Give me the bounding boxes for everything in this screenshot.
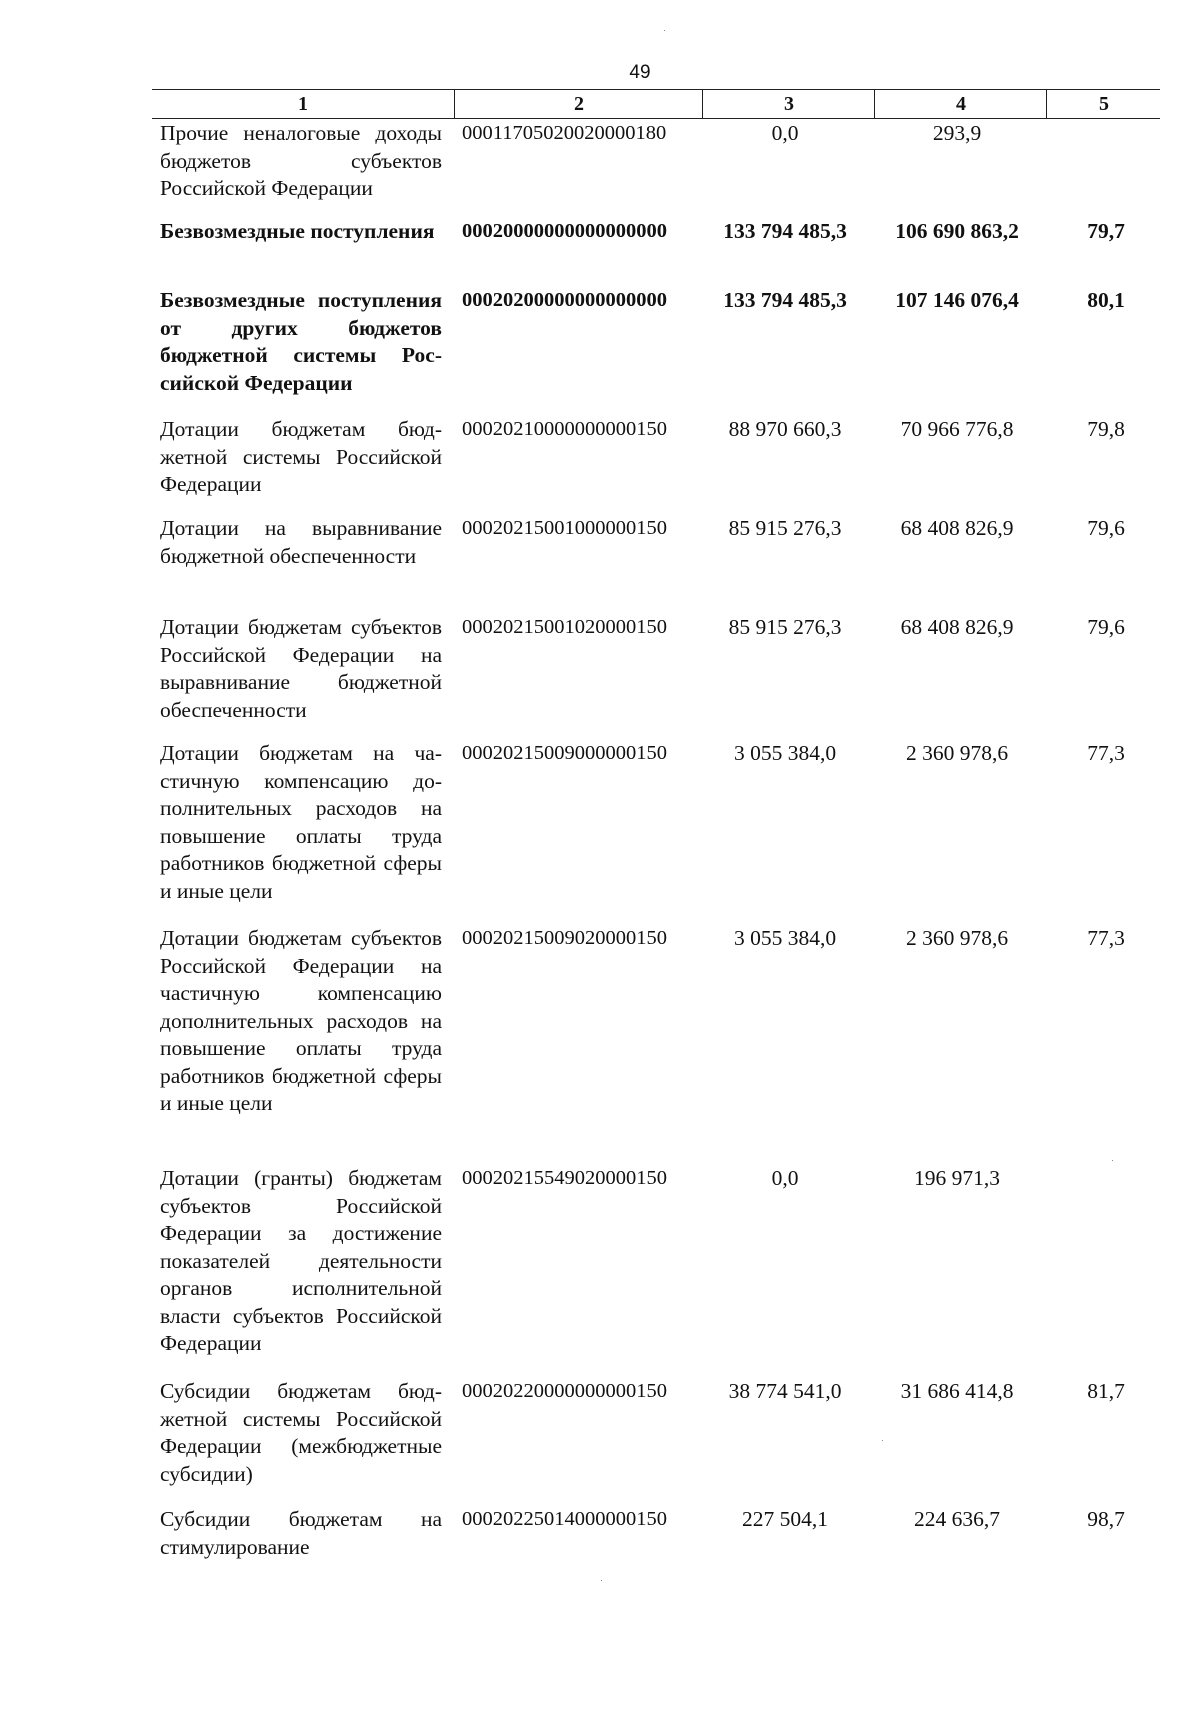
row-value-col5: 79,8 — [1087, 417, 1125, 441]
row-name: Дотации бюджетам бюджетной системы Российской Федерации — [160, 417, 442, 496]
table-header — [152, 89, 1160, 119]
scan-speck — [601, 1580, 602, 1581]
row-value-col4: 68 408 826,9 — [900, 516, 1014, 540]
header-col-4: 4 — [874, 90, 1047, 118]
row-value-col5: 81,7 — [1087, 1379, 1125, 1403]
row-value-col4: 224 636,7 — [914, 1507, 1000, 1531]
row-value-col5: 80,1 — [1087, 288, 1125, 312]
row-value-col4: 293,9 — [932, 121, 982, 145]
row-code: 00020220000000000150 — [462, 1380, 667, 1402]
row-value-col3: 133 794 485,3 — [723, 288, 847, 312]
row-value-col4: 31 686 414,8 — [900, 1379, 1014, 1403]
row-value-col3: 88 970 660,3 — [728, 417, 842, 441]
row-code: 00020210000000000150 — [462, 418, 667, 440]
row-value-col3: 85 915 276,3 — [728, 516, 842, 540]
scan-speck — [664, 30, 665, 31]
scan-speck — [882, 1440, 883, 1441]
row-code: 00020000000000000000 — [462, 220, 667, 242]
row-value-col3: 0,0 — [771, 121, 799, 145]
row-value-col3: 3 055 384,0 — [733, 926, 837, 950]
row-value-col3: 0,0 — [771, 1166, 799, 1190]
row-value-col4: 68 408 826,9 — [900, 615, 1014, 639]
row-value-col3: 3 055 384,0 — [733, 741, 837, 765]
row-value-col4: 2 360 978,6 — [905, 741, 1009, 765]
header-col-1: 1 — [298, 93, 308, 115]
row-code: 00020215009000000150 — [462, 742, 667, 764]
row-value-col4: 106 690 863,2 — [895, 219, 1019, 243]
row-code: 00020215001000000150 — [462, 517, 667, 539]
scan-speck — [1112, 1160, 1113, 1161]
row-value-col5: 77,3 — [1087, 741, 1125, 765]
row-value-col4: 107 146 076,4 — [895, 288, 1019, 312]
row-value-col4: 196 971,3 — [914, 1166, 1000, 1190]
row-name: Дотации бюджетам субъектов Российской Федерации на частичную компенсацию дополнительных расходов на повышение оплаты труда работников бюджетной сферы и иные цели — [160, 926, 442, 1115]
row-name: Субсидии бюджетам бюджетной системы Российской Федерации (межбюджетные субсидии) — [160, 1379, 442, 1486]
row-name: Безвозмездные поступления от других бюджетов бюджетной системы Российской Федерации — [160, 288, 442, 395]
row-name: Дотации бюджетам на частичную компенсацию дополнительных расходов на повышение оплаты труда работников бюджетной сферы и иные цели — [160, 741, 442, 903]
row-value-col4: 70 966 776,8 — [900, 417, 1014, 441]
row-value-col5: 98,7 — [1087, 1507, 1125, 1531]
page-number: 49 — [629, 62, 651, 83]
row-code: 00011705020020000180 — [462, 122, 667, 144]
row-value-col3: 38 774 541,0 — [728, 1379, 842, 1403]
row-code: 00020225014000000150 — [462, 1508, 667, 1530]
row-name: Дотации бюджетам субъектов Российской Федерации на выравнивание бюджетной обеспеченности — [160, 615, 442, 722]
row-value-col5: 79,6 — [1087, 615, 1125, 639]
row-name: Безвозмездные поступления — [160, 219, 435, 243]
row-name: Субсидии бюджетам на стимулирование — [160, 1507, 442, 1559]
row-name: Прочие неналоговые доходы бюджетов субъектов Российской Федерации — [160, 121, 442, 200]
row-code: 00020215549020000150 — [462, 1167, 667, 1189]
row-code: 00020200000000000000 — [462, 289, 667, 311]
header-col-5: 5 — [1046, 90, 1161, 118]
header-col-2: 2 — [454, 90, 703, 118]
row-value-col4: 2 360 978,6 — [905, 926, 1009, 950]
row-code: 00020215001020000150 — [462, 616, 667, 638]
row-value-col3: 227 504,1 — [742, 1507, 828, 1531]
row-name: Дотации на выравнивание бюджетной обеспеченности — [160, 516, 442, 568]
header-col-3: 3 — [702, 90, 875, 118]
row-value-col3: 133 794 485,3 — [723, 219, 847, 243]
row-code: 00020215009020000150 — [462, 927, 667, 949]
row-value-col5: 79,6 — [1087, 516, 1125, 540]
row-value-col5: 79,7 — [1087, 219, 1125, 243]
row-value-col5: 77,3 — [1087, 926, 1125, 950]
row-name: Дотации (гранты) бюджетам субъектов Российской Федерации за достижение показателей деятельности органов исполнительной власти субъектов Российской Федерации — [160, 1166, 442, 1355]
row-value-col3: 85 915 276,3 — [728, 615, 842, 639]
